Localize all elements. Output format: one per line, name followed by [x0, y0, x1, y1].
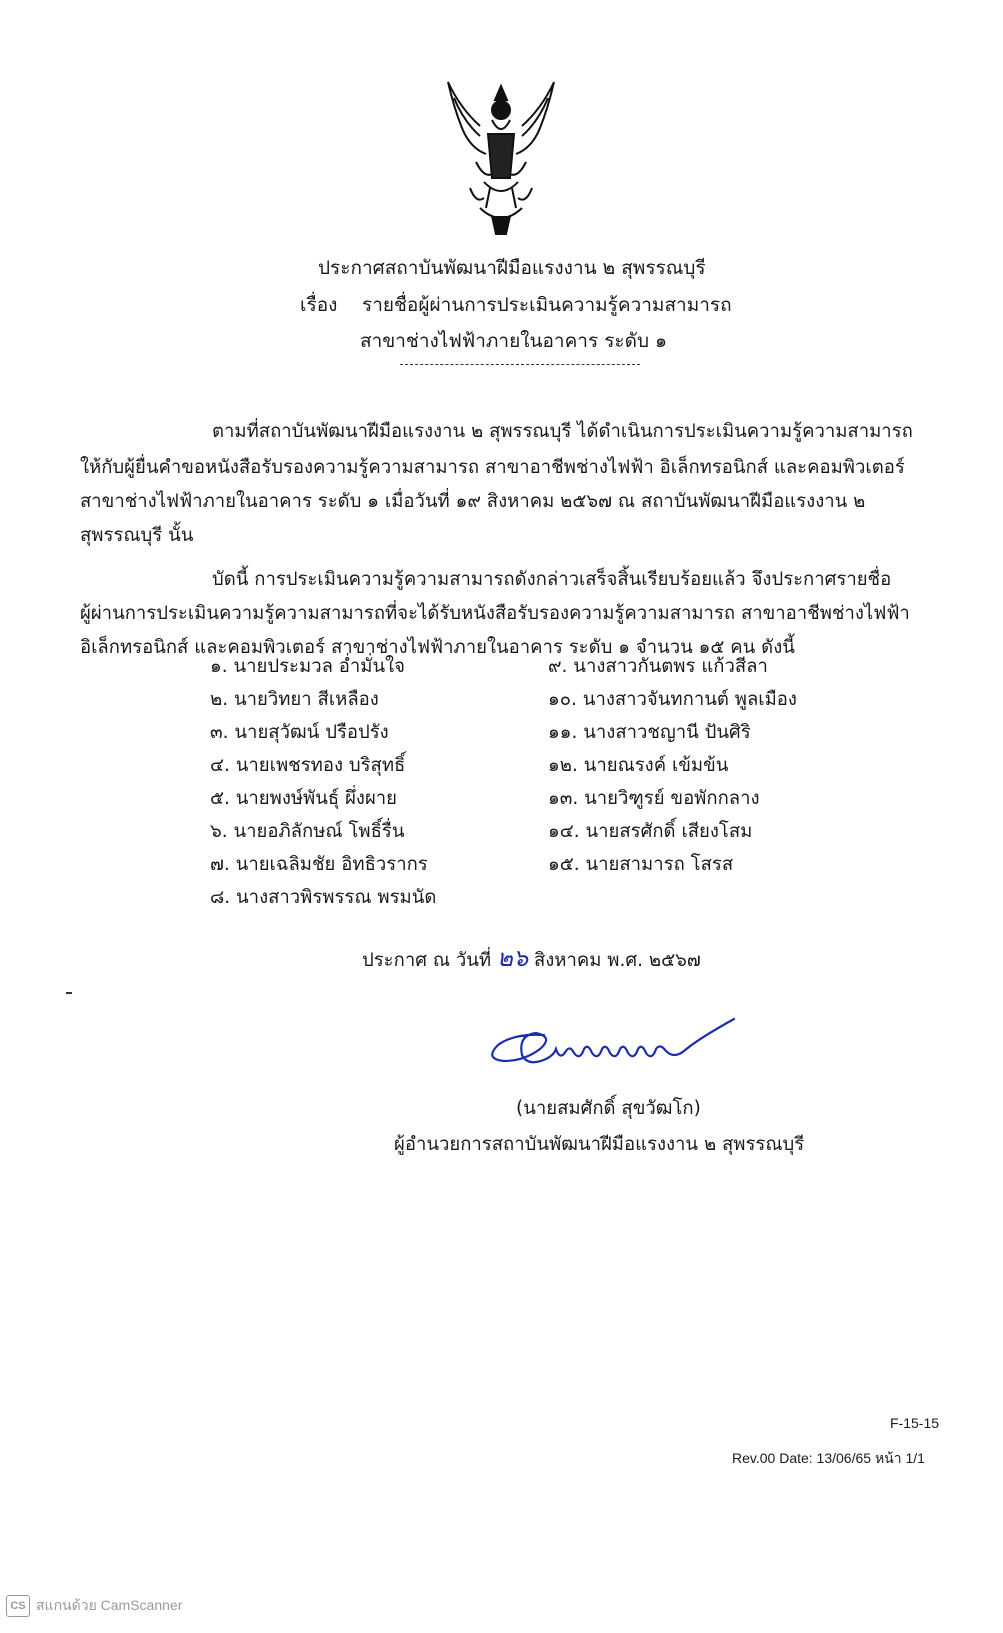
subject-branch: สาขาช่างไฟฟ้าภายในอาคาร ระดับ ๑ — [360, 330, 668, 352]
announcement-prefix: ประกาศ ณ วันที่ — [362, 950, 492, 971]
list-item: ๑. นายประมวล อ่ำมั่นใจ — [210, 656, 406, 677]
paragraph-2-line-2: ผู้ผ่านการประเมินความรู้ความสามารถที่จะได้รับหนังสือรับรองความรู้ความสามารถ สาขาอาชีพช่างไฟฟ้า — [80, 603, 910, 624]
paragraph-1-line-2: ให้กับผู้ยื่นคำขอหนังสือรับรองความรู้ความสามารถ สาขาอาชีพช่างไฟฟ้า อิเล็กทรอนิกส์ และคอมพิวเตอร์ — [80, 457, 905, 478]
list-item: ๑๓. นายวิฑูรย์ ขอพักกลาง — [548, 788, 760, 809]
list-item: ๗. นายเฉลิมชัย อิทธิวรากร — [210, 854, 428, 875]
list-item: ๑๔. นายสรศักดิ์ เสียงโสม — [548, 821, 753, 842]
list-item: ๑๒. นายณรงค์ เข้มข้น — [548, 755, 729, 776]
list-item: ๕. นายพงษ์พันธุ์ ผึ่งผาย — [210, 788, 398, 809]
announcement-header: ประกาศสถาบันพัฒนาฝีมือแรงงาน ๒ สุพรรณบุรี — [318, 257, 706, 279]
garuda-emblem-icon — [440, 78, 562, 238]
handwritten-day: ๒๖ — [497, 944, 529, 972]
list-item: ๘. นางสาวพิรพรรณ พรมนัด — [210, 887, 437, 908]
list-item: ๑๕. นายสามารถ โสรส — [548, 854, 734, 875]
names-list-left — [210, 650, 436, 914]
paragraph-2-line-1: บัดนี้ การประเมินความรู้ความสามารถดังกล่าวเสร็จสิ้นเรียบร้อยแล้ว จึงประกาศรายชื่อ — [212, 569, 892, 590]
list-item: ๑๐. นางสาวจันทกานต์ พูลเมือง — [548, 689, 797, 710]
list-item: ๑๑. นางสาวชญานี ปันศิริ — [548, 722, 751, 743]
subject-label: เรื่อง — [300, 294, 338, 316]
signature-image — [484, 1015, 754, 1085]
scan-speck — [66, 992, 72, 994]
paragraph-1-line-3: สาขาช่างไฟฟ้าภายในอาคาร ระดับ ๑ เมื่อวันที่ ๑๙ สิงหาคม ๒๕๖๗ ณ สถาบันพัฒนาฝีมือแรงงาน ๒ — [80, 491, 866, 512]
names-list-right — [548, 650, 797, 881]
list-item: ๖. นายอภิลักษณ์ โพธิ์รื่น — [210, 821, 405, 842]
list-item: ๒. นายวิทยา สีเหลือง — [210, 689, 379, 710]
form-code: F-15-15 — [890, 1415, 940, 1431]
camscanner-logo-icon: CS — [6, 1595, 30, 1617]
list-item: ๓. นายสุวัฒน์ ปรือปรัง — [210, 722, 389, 743]
camscanner-watermark — [6, 1595, 182, 1617]
signer-name: (นายสมศักดิ์ สุขวัฒโก) — [516, 1098, 701, 1119]
camscanner-text: สแกนด้วย CamScanner — [36, 1597, 183, 1613]
subject-text: รายชื่อผู้ผ่านการประเมินความรู้ความสามารถ — [362, 294, 732, 316]
header-divider — [400, 364, 640, 365]
list-item: ๙. นางสาวกันตพร แก้วสีลา — [548, 656, 768, 677]
revision-info: Rev.00 Date: 13/06/65 หน้า 1/1 — [732, 1450, 925, 1466]
signer-title: ผู้อำนวยการสถาบันพัฒนาฝีมือแรงงาน ๒ สุพรรณบุรี — [394, 1134, 805, 1155]
announcement-date — [362, 938, 701, 977]
list-item: ๔. นายเพชรทอง บริสุทธิ์ — [210, 755, 406, 776]
paragraph-1-line-1: ตามที่สถาบันพัฒนาฝีมือแรงงาน ๒ สุพรรณบุรี ได้ดำเนินการประเมินความรู้ความสามารถ — [212, 421, 913, 442]
paragraph-1-line-4: สุพรรณบุรี นั้น — [80, 525, 194, 546]
paragraph-2-line-3: อิเล็กทรอนิกส์ และคอมพิวเตอร์ สาขาช่างไฟฟ้าภายในอาคาร ระดับ ๑ จำนวน ๑๕ คน ดังนี้ — [80, 637, 795, 658]
announcement-suffix: สิงหาคม พ.ศ. ๒๕๖๗ — [533, 950, 701, 971]
